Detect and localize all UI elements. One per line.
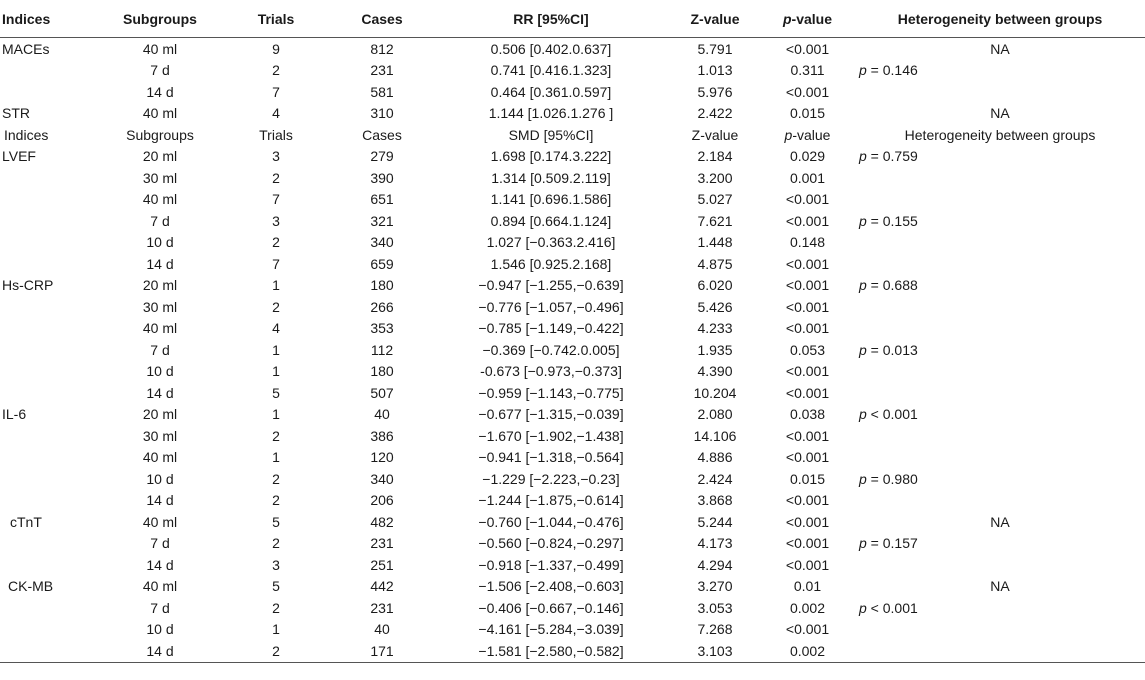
cell-z-value: 4.875 (697, 255, 733, 272)
cell-indices: STR (2, 105, 30, 122)
cell-heterogeneity (855, 640, 1145, 662)
cell-z-value: 4.886 (697, 449, 733, 466)
cell-indices (0, 619, 100, 641)
cell-ci: −0.677 [−1.315,−0.039] (478, 406, 624, 423)
cell-ci: −1.670 [−1.902,−1.438] (478, 427, 624, 444)
cell-z-value: 5.976 (697, 83, 733, 100)
cell-subgroup: 10 d (146, 363, 174, 380)
cell-z-value: 3.868 (697, 492, 733, 509)
cell-trials: 1 (272, 449, 280, 466)
cell-z-value: 1.448 (697, 234, 733, 251)
cell-subgroup: 7 d (150, 535, 170, 552)
cell-indices: LVEF (2, 148, 36, 165)
cell-ci: −1.244 [−1.875,−0.614] (478, 492, 624, 509)
cell-indices (0, 447, 100, 469)
cell-ci: 0.741 [0.416.1.323] (490, 62, 612, 79)
cell-ci: −0.760 [−1.044,−0.476] (478, 513, 624, 530)
cell-ci: −0.369 [−0.742.0.005] (482, 341, 620, 358)
cell-cases: 251 (370, 556, 394, 573)
cell-heterogeneity (855, 425, 1145, 447)
cell-subgroup: 7 d (150, 599, 170, 616)
header-z-value: Z-value (670, 0, 760, 38)
cell-z-value: 2.184 (697, 148, 733, 165)
cell-cases: 40 (374, 621, 390, 638)
subheader-row (0, 124, 1145, 146)
cell-trials: 5 (272, 384, 280, 401)
cell-heterogeneity: p = 0.759 (859, 148, 918, 165)
cell-heterogeneity (855, 382, 1145, 404)
table-row (0, 576, 1145, 598)
cell-indices (0, 189, 100, 211)
cell-p-value: <0.001 (785, 255, 830, 272)
cell-z-value: 5.244 (697, 513, 733, 530)
cell-indices (0, 296, 100, 318)
cell-heterogeneity: p < 0.001 (859, 406, 918, 423)
cell-z-value: 4.233 (697, 320, 733, 337)
cell-cases: 482 (370, 513, 394, 530)
cell-cases: 659 (370, 255, 394, 272)
table-row (0, 404, 1145, 426)
table-row (0, 425, 1145, 447)
cell-cases: 112 (370, 341, 394, 358)
cell-heterogeneity: NA (990, 40, 1010, 57)
cell-indices (0, 253, 100, 275)
header-rr-ci: RR [95%CI] (432, 0, 670, 38)
cell-p-value: <0.001 (785, 384, 830, 401)
table-row (0, 232, 1145, 254)
cell-trials: 5 (272, 578, 280, 595)
cell-subgroup: 40 ml (142, 40, 178, 57)
cell-subgroup: 40 ml (142, 578, 178, 595)
cell-ci: −0.941 [−1.318,−0.564] (478, 449, 624, 466)
cell-heterogeneity: NA (990, 578, 1010, 595)
table-row (0, 361, 1145, 383)
cell-cases: 581 (370, 83, 394, 100)
cell-ci: 0.464 [0.361.0.597] (490, 83, 612, 100)
cell-cases: 231 (370, 62, 394, 79)
cell-p-value: 0.002 (789, 599, 826, 616)
cell-p-value: 0.002 (760, 640, 855, 662)
cell-indices (0, 167, 100, 189)
cell-indices (0, 533, 100, 555)
cell-indices (0, 597, 100, 619)
cell-subgroup: 7 d (150, 341, 170, 358)
cell-subgroup: 14 d (146, 255, 174, 272)
cell-cases: 231 (370, 535, 394, 552)
cell-ci: -0.673 [−0.973,−0.373] (480, 363, 622, 380)
cell-trials: 2 (272, 535, 280, 552)
table-row (0, 146, 1145, 168)
cell-indices (0, 60, 100, 82)
table-row (0, 511, 1145, 533)
table-row (0, 447, 1145, 469)
cell-p-value: 0.01 (793, 578, 822, 595)
cell-p-value: <0.001 (785, 621, 830, 638)
cell-ci: 1.027 [−0.363.2.416] (486, 234, 616, 251)
cell-p-value: <0.001 (785, 513, 830, 530)
cell-cases: 120 (370, 449, 394, 466)
cell-z-value: 2.080 (697, 406, 733, 423)
cell-indices (0, 232, 100, 254)
cell-heterogeneity: p = 0.157 (859, 535, 918, 552)
cell-cases: 231 (370, 599, 394, 616)
cell-z-value: 14.106 (693, 427, 737, 444)
cell-ci: 1.314 [0.509.2.119] (491, 169, 611, 186)
cell-subgroup: 40 ml (142, 191, 178, 208)
cell-indices: CK-MB (8, 578, 54, 595)
cell-cases: 353 (370, 320, 394, 337)
cell-trials: 5 (272, 513, 280, 530)
cell-z-value: 5.426 (697, 298, 733, 315)
cell-subgroup: 10 d (146, 470, 174, 487)
cell-p-value: 0.001 (789, 169, 826, 186)
header-subgroups: Subgroups (100, 0, 220, 38)
cell-heterogeneity: NA (990, 105, 1010, 122)
cell-trials: 7 (272, 83, 280, 100)
cell-z-value: 1.935 (697, 341, 733, 358)
table-row (0, 60, 1145, 82)
cell-indices (0, 210, 100, 232)
cell-p-value: <0.001 (785, 449, 830, 466)
cell-ci: −1.506 [−2.408,−0.603] (478, 578, 624, 595)
cell-p-value: <0.001 (785, 191, 830, 208)
table-row (0, 640, 1145, 662)
cell-z-value: 1.013 (697, 62, 733, 79)
cell-ci: −0.918 [−1.337,−0.499] (478, 556, 624, 573)
cell-cases: 180 (370, 277, 394, 294)
table-row (0, 597, 1145, 619)
cell-cases: 266 (370, 298, 394, 315)
cell-indices: MACEs (2, 40, 50, 57)
table-row (0, 38, 1145, 60)
cell-z-value: 10.204 (693, 384, 737, 401)
table-row (0, 81, 1145, 103)
cell-subgroup: 14 d (146, 83, 174, 100)
cell-heterogeneity (855, 81, 1145, 103)
cell-heterogeneity (855, 189, 1145, 211)
cell-trials: 2 (272, 492, 280, 509)
cell-ci: 0.506 [0.402.0.637] (490, 40, 612, 57)
cell-subgroup: 14 d (146, 384, 174, 401)
cell-p-value: p-value (784, 126, 831, 143)
cell-subgroup: 40 ml (142, 513, 178, 530)
cell-indices (0, 554, 100, 576)
cell-indices: Indices (4, 126, 49, 143)
cell-indices (0, 361, 100, 383)
cell-p-value: <0.001 (785, 320, 830, 337)
cell-indices (0, 339, 100, 361)
table-row (0, 318, 1145, 340)
cell-subgroup: 7 d (150, 212, 170, 229)
table-row (0, 468, 1145, 490)
table-row (0, 275, 1145, 297)
cell-trials: Trials (259, 126, 293, 143)
cell-z-value: 7.268 (697, 621, 733, 638)
header-indices: Indices (0, 0, 100, 38)
cell-heterogeneity (855, 361, 1145, 383)
table-row (0, 382, 1145, 404)
cell-heterogeneity (855, 232, 1145, 254)
cell-p-value: <0.001 (785, 492, 830, 509)
cell-indices: IL-6 (2, 406, 27, 423)
cell-cases: 40 (374, 406, 390, 423)
cell-trials: 2 (272, 427, 280, 444)
cell-z-value: 4.173 (697, 535, 733, 552)
cell-cases: 812 (370, 40, 394, 57)
cell-ci: SMD [95%CI] (508, 126, 594, 143)
cell-trials: 1 (272, 406, 280, 423)
cell-subgroup: 30 ml (142, 427, 178, 444)
cell-z-value: 2.422 (697, 105, 733, 122)
cell-subgroup: 20 ml (142, 406, 178, 423)
table-row (0, 189, 1145, 211)
cell-trials: 2 (272, 298, 280, 315)
cell-heterogeneity: p = 0.155 (859, 212, 918, 229)
cell-cases: 321 (370, 212, 394, 229)
cell-trials: 2 (272, 169, 280, 186)
cell-subgroup: 30 ml (142, 169, 178, 186)
cell-heterogeneity: p = 0.013 (859, 341, 918, 358)
cell-trials: 3 (272, 556, 280, 573)
cell-z-value: 4.294 (697, 556, 733, 573)
cell-cases: 386 (370, 427, 394, 444)
cell-ci: 1.698 [0.174.3.222] (490, 148, 612, 165)
cell-indices (0, 490, 100, 512)
cell-heterogeneity: Heterogeneity between groups (904, 126, 1096, 143)
cell-trials: 1 (272, 341, 280, 358)
cell-subgroup: 10 d (146, 234, 174, 251)
cell-indices: cTnT (10, 513, 42, 530)
cell-subgroup: 14 d (146, 492, 174, 509)
cell-trials: 9 (272, 40, 280, 57)
cell-p-value: <0.001 (785, 298, 830, 315)
cell-p-value: <0.001 (785, 363, 830, 380)
table-row (0, 619, 1145, 641)
cell-ci: −0.959 [−1.143,−0.775] (478, 384, 624, 401)
cell-subgroup: 30 ml (142, 298, 178, 315)
cell-cases: 310 (370, 105, 394, 122)
table-body (0, 38, 1145, 663)
cell-p-value: <0.001 (785, 83, 830, 100)
cell-p-value: <0.001 (785, 535, 830, 552)
cell-ci: 1.144 [1.026.1.276 ] (488, 105, 614, 122)
cell-p-value: 0.038 (789, 406, 826, 423)
cell-trials: 7 (272, 191, 280, 208)
cell-ci: −0.947 [−1.255,−0.639] (478, 277, 624, 294)
table-row (0, 103, 1145, 125)
cell-cases: 171 (332, 640, 432, 662)
cell-ci: −0.560 [−0.824,−0.297] (478, 535, 624, 552)
table-header (0, 0, 1145, 38)
cell-p-value: 0.015 (789, 470, 826, 487)
cell-subgroup: 14 d (146, 556, 174, 573)
cell-z-value: 3.270 (697, 578, 733, 595)
cell-z-value: 5.791 (697, 40, 733, 57)
cell-z-value: 3.200 (697, 169, 733, 186)
cell-trials: 3 (272, 212, 280, 229)
cell-heterogeneity: p = 0.980 (859, 470, 918, 487)
cell-ci: 1.546 [0.925.2.168] (490, 255, 612, 272)
cell-p-value: <0.001 (785, 40, 830, 57)
cell-subgroup: 40 ml (142, 320, 178, 337)
cell-heterogeneity (855, 554, 1145, 576)
table-row (0, 167, 1145, 189)
cell-trials: 1 (272, 363, 280, 380)
cell-cases: 340 (370, 470, 394, 487)
cell-z-value: 7.621 (697, 212, 733, 229)
table-row (0, 490, 1145, 512)
cell-trials: 4 (272, 320, 280, 337)
cell-subgroup: 20 ml (142, 148, 178, 165)
cell-subgroup: 40 ml (142, 105, 178, 122)
cell-ci: −1.229 [−2.223,−0.23] (482, 470, 620, 487)
cell-heterogeneity (855, 490, 1145, 512)
cell-cases: 279 (370, 148, 394, 165)
header-p-value: p-value (760, 0, 855, 38)
cell-z-value: 5.027 (697, 191, 733, 208)
header-heterogeneity: Heterogeneity between groups (855, 0, 1145, 38)
cell-indices: Hs-CRP (2, 277, 54, 294)
table-row (0, 296, 1145, 318)
cell-heterogeneity (855, 318, 1145, 340)
cell-p-value: 0.015 (789, 105, 826, 122)
table-row (0, 533, 1145, 555)
table-row (0, 554, 1145, 576)
cell-indices (0, 468, 100, 490)
cell-cases: 507 (370, 384, 394, 401)
cell-heterogeneity (855, 167, 1145, 189)
cell-heterogeneity: NA (990, 513, 1010, 530)
cell-indices (0, 425, 100, 447)
cell-p-value: 0.311 (790, 62, 825, 79)
cell-cases: 442 (370, 578, 394, 595)
cell-trials: 2 (220, 640, 332, 662)
table-row (0, 253, 1145, 275)
cell-ci: 1.141 [0.696.1.586] (490, 191, 612, 208)
cell-p-value: 0.053 (789, 341, 826, 358)
cell-trials: 2 (272, 599, 280, 616)
header-trials: Trials (220, 0, 332, 38)
cell-heterogeneity (855, 619, 1145, 641)
cell-subgroup: 20 ml (142, 277, 178, 294)
cell-p-value: <0.001 (785, 277, 830, 294)
cell-cases: 206 (370, 492, 394, 509)
cell-ci: −4.161 [−5.284,−3.039] (478, 621, 624, 638)
cell-cases: Cases (362, 126, 402, 143)
cell-z-value: 2.424 (697, 470, 733, 487)
cell-indices (0, 81, 100, 103)
cell-subgroup: 40 ml (142, 449, 178, 466)
cell-z-value: 4.390 (697, 363, 733, 380)
cell-heterogeneity: p = 0.146 (859, 62, 918, 79)
table-row (0, 339, 1145, 361)
cell-ci: −0.406 [−0.667,−0.146] (478, 599, 624, 616)
cell-indices (0, 318, 100, 340)
cell-trials: 3 (272, 148, 280, 165)
header-row (0, 0, 1145, 38)
cell-heterogeneity: p = 0.688 (859, 277, 918, 294)
header-cases: Cases (332, 0, 432, 38)
cell-z-value: Z-value (691, 126, 739, 143)
cell-z-value: 6.020 (697, 277, 733, 294)
cell-z-value: 3.053 (697, 599, 733, 616)
cell-subgroup: 10 d (146, 621, 174, 638)
cell-p-value: 0.148 (789, 234, 826, 251)
cell-cases: 390 (370, 169, 394, 186)
cell-indices (0, 382, 100, 404)
cell-heterogeneity (855, 296, 1145, 318)
cell-trials: 1 (272, 621, 280, 638)
cell-indices (0, 640, 100, 662)
cell-ci: −0.785 [−1.149,−0.422] (478, 320, 624, 337)
cell-ci: −0.776 [−1.057,−0.496] (478, 298, 624, 315)
cell-cases: 340 (370, 234, 394, 251)
cell-p-value: <0.001 (785, 212, 830, 229)
cell-heterogeneity (855, 447, 1145, 469)
cell-z-value: 3.103 (670, 640, 760, 662)
cell-ci: 0.894 [0.664.1.124] (490, 212, 612, 229)
cell-cases: 651 (370, 191, 394, 208)
cell-subgroup: Subgroups (126, 126, 194, 143)
cell-heterogeneity: p < 0.001 (859, 599, 918, 616)
cell-subgroup: 14 d (100, 640, 220, 662)
table-row (0, 210, 1145, 232)
cell-trials: 1 (272, 277, 280, 294)
cell-cases: 180 (370, 363, 394, 380)
cell-heterogeneity (855, 253, 1145, 275)
cell-p-value: 0.029 (789, 148, 826, 165)
cell-subgroup: 7 d (150, 62, 170, 79)
cell-trials: 2 (272, 470, 280, 487)
cell-trials: 2 (272, 62, 280, 79)
cell-p-value: <0.001 (785, 556, 830, 573)
cell-trials: 2 (272, 234, 280, 251)
cell-ci: −1.581 [−2.580,−0.582] (432, 640, 670, 662)
cell-trials: 7 (272, 255, 280, 272)
cell-p-value: <0.001 (785, 427, 830, 444)
cell-trials: 4 (272, 105, 280, 122)
